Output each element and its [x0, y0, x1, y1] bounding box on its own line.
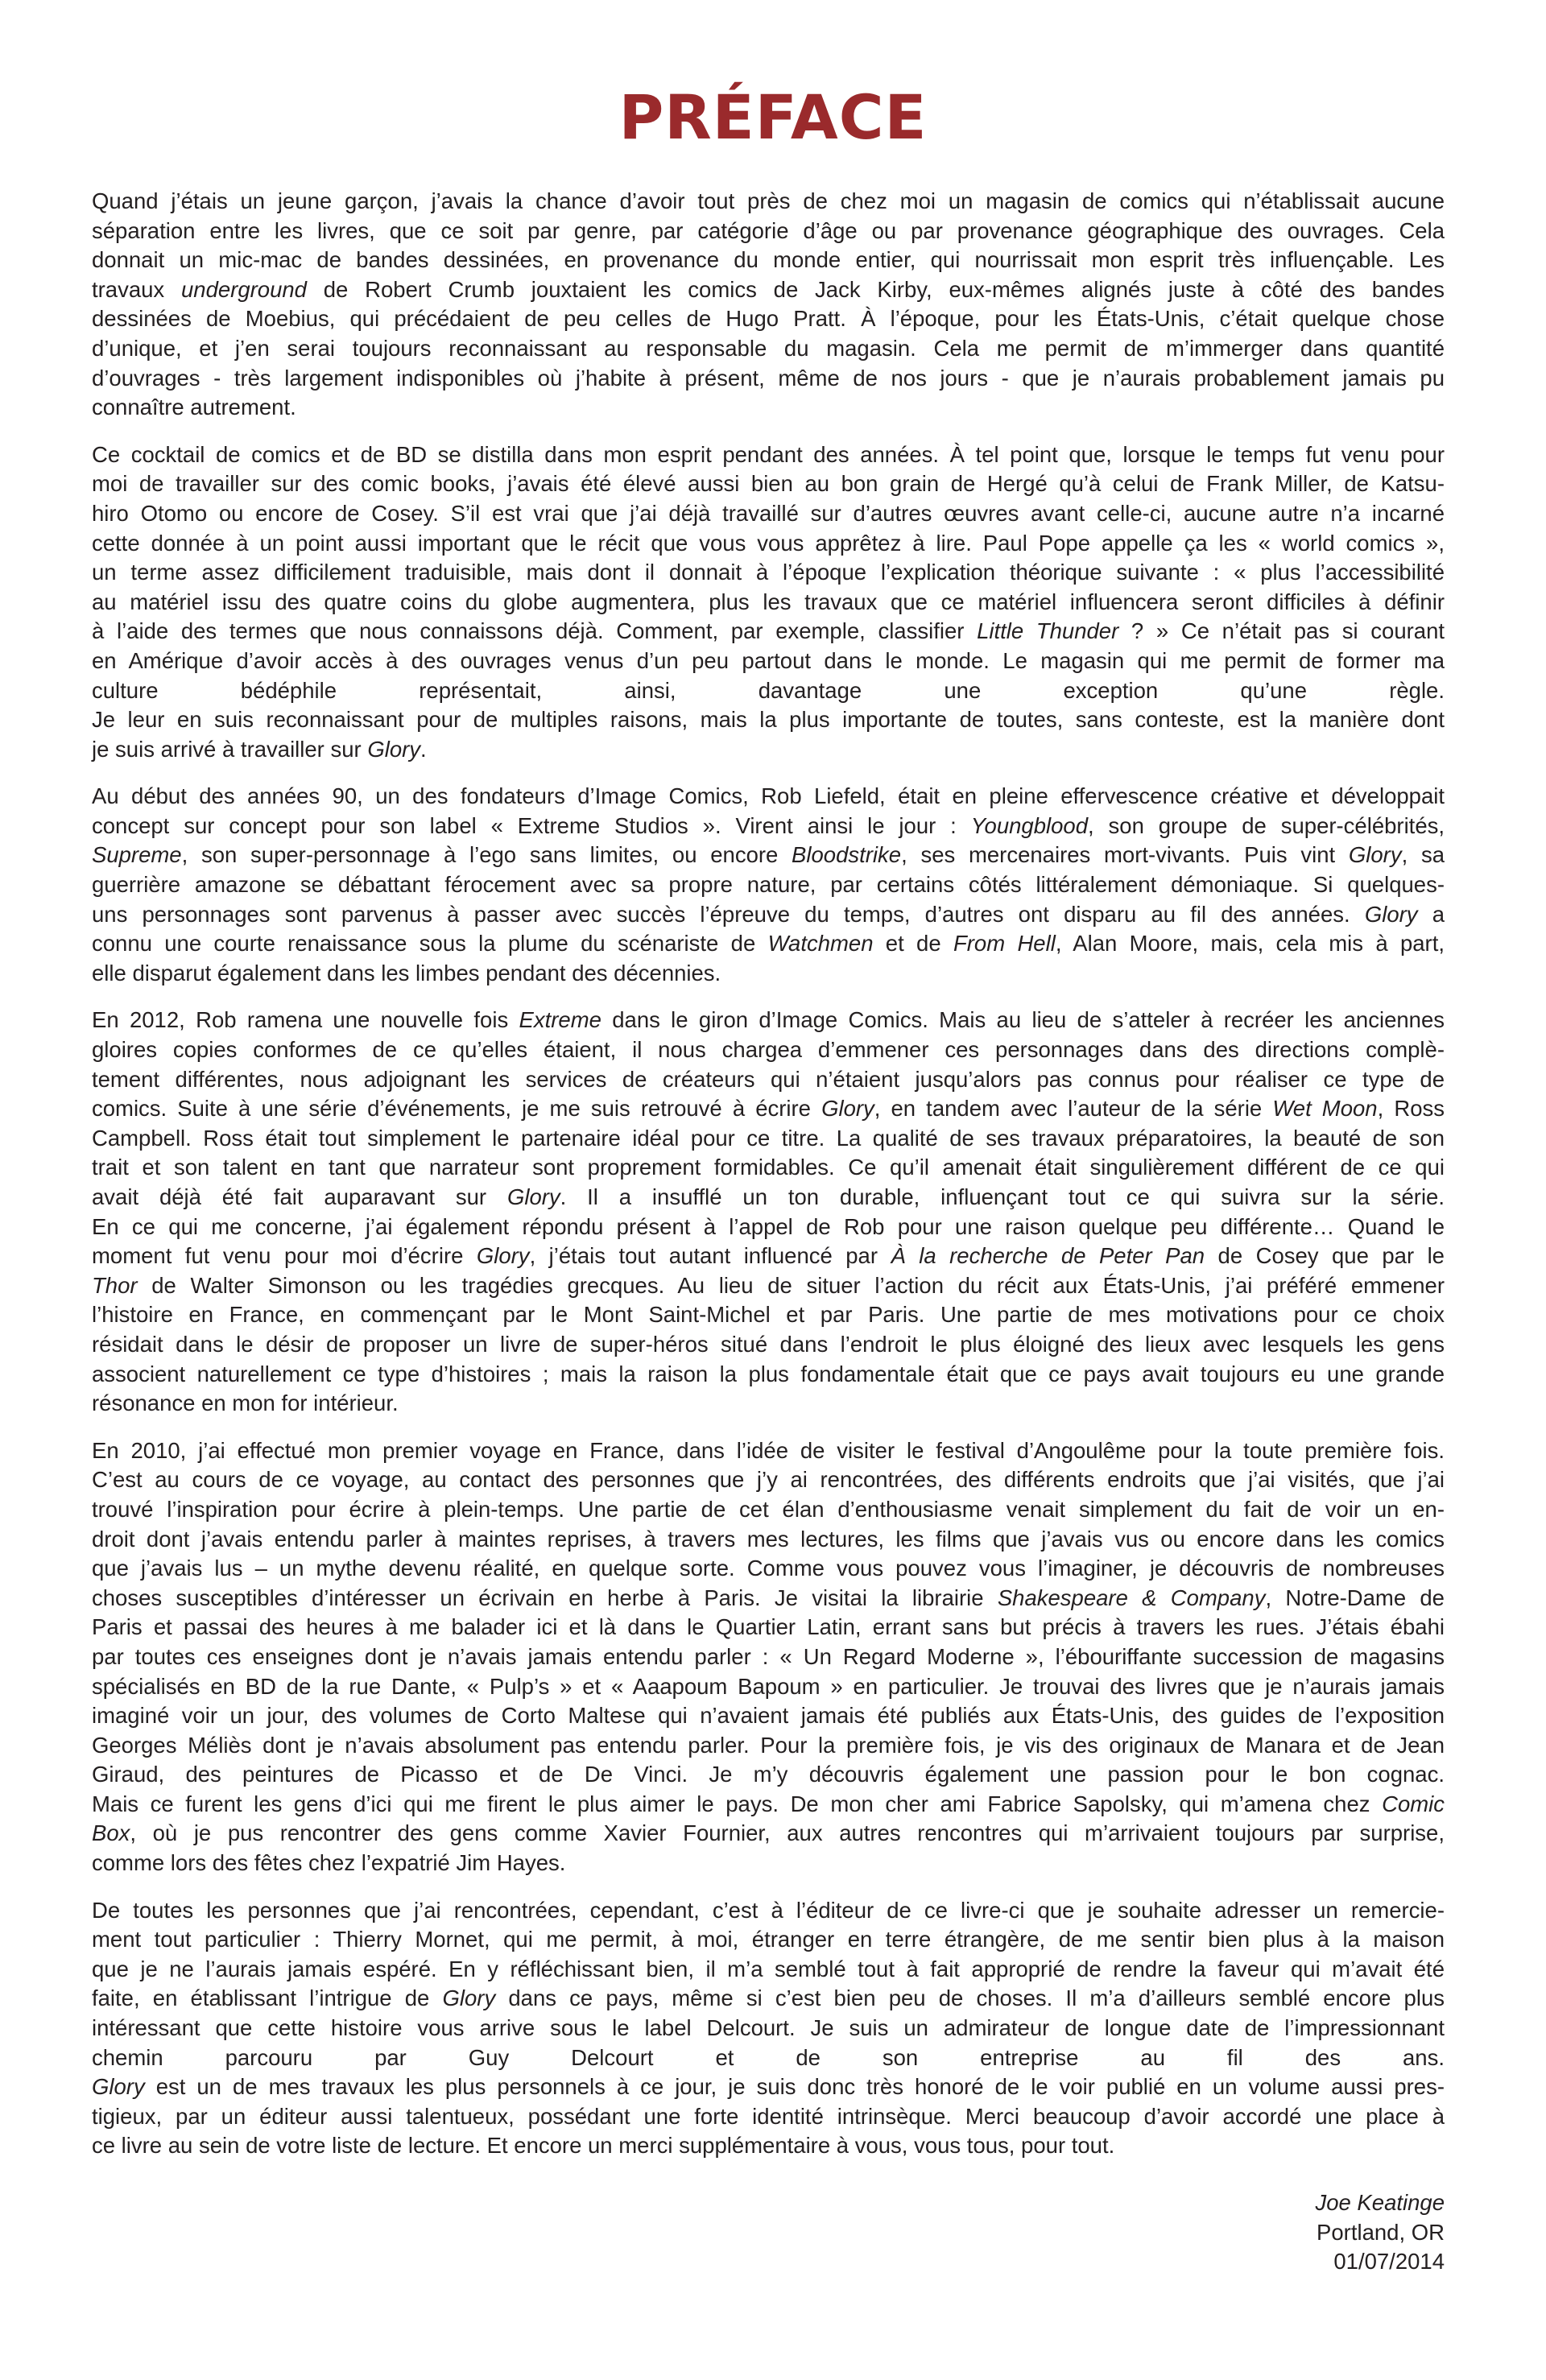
- italic-title: Glory: [1364, 901, 1418, 927]
- paragraph: [92, 187, 1445, 423]
- author-place: Portland, OR: [1317, 2219, 1445, 2245]
- text-line: guerrière amazone se débattant férocement avec sa propre nature, par certains côtés littéralement démoniaque. Si quelques-: [92, 872, 1445, 898]
- text-line: faite, en établissant l’intrigue de Glory dans ce pays, même si c’est bien peu de choses. Il m’a d’ailleurs semblé encore plus: [92, 1985, 1445, 2011]
- italic-title: Wet Moon: [1272, 1096, 1378, 1122]
- text-line: que je ne l’aurais jamais espéré. En y réfléchissant bien, il m’a semblé tout à fait approprié de rendre la faveur qui m’avait été: [92, 1956, 1445, 1981]
- text-line: De toutes les personnes que j’ai rencontrées, cependant, c’est à l’éditeur de ce livre-ci que je souhaite adresser un remercie-: [92, 1897, 1445, 1923]
- italic-title: Glory: [442, 1985, 496, 2011]
- text-line: moment fut venu pour moi d’écrire Glory, j’étais tout autant influencé par À la recherche de Peter Pan de Cosey que par le: [92, 1243, 1445, 1269]
- italic-title: Glory: [476, 1243, 530, 1269]
- italic-title: Extreme: [519, 1007, 601, 1033]
- text-line: ce livre au sein de votre liste de lecture. Et encore un merci supplémentaire à vous, vous tous, pour tout.: [92, 2133, 1115, 2159]
- italic-title: Glory: [506, 1184, 560, 1209]
- italic-title: Watchmen: [767, 931, 874, 957]
- text-line: Campbell. Ross était tout simplement le partenaire idéal pour ce titre. La qualité de ses travaux préparatoires, la beauté de son: [92, 1125, 1445, 1151]
- text-line: Supreme, son super-personnage à l’ego sans limites, ou encore Bloodstrike, ses mercenaires mort-vivants. Puis vint Glory, sa: [92, 842, 1445, 868]
- author-name: Joe Keatinge: [1315, 2190, 1445, 2215]
- italic-title: Glory: [821, 1096, 874, 1122]
- text-line: que j’avais lus – un mythe devenu réalité, en quelque sorte. Comme vous pouvez vous l’imaginer, je découvris de nombreuses: [92, 1556, 1445, 1581]
- preface-body: [92, 187, 1445, 2179]
- text-line: Paris et passai des heures à me balader ici et là dans le Quartier Latin, errant sans but précis à travers les rues. J’étais ébahi: [92, 1614, 1445, 1640]
- text-line: droit dont j’avais entendu parler à maintes reprises, à travers mes lectures, les films que j’avais vus ou encore dans les comics: [92, 1526, 1445, 1552]
- text-line: résidait dans le désir de proposer un livre de super-héros situé dans l’endroit le plus éloigné des lieux avec lesquels les gens: [92, 1331, 1445, 1357]
- text-line: gloires copies conformes de ce qu’elles étaient, il nous chargea d’emmener ces personnages dans des directions complè-: [92, 1037, 1445, 1063]
- text-line: Glory est un de mes travaux les plus personnels à ce jour, je suis donc très honoré de le voir publié en un volume aussi pres-: [92, 2074, 1445, 2100]
- text-line: un terme assez difficilement traduisible, mais dont il donnait à l’époque l’explication théorique suivante : « plus l’accessibilité: [92, 560, 1445, 585]
- text-line: par toutes ces enseignes dont je n’avais jamais entendu parler : « Un Regard Moderne », l’ébouriffante succession de magasins: [92, 1643, 1445, 1669]
- italic-title: Supreme: [92, 842, 182, 868]
- text-line: intéressant que cette histoire vous arrive sous le label Delcourt. Je suis un admirateur de longue date de l’impressionnant: [92, 2015, 1445, 2041]
- text-line: choses susceptibles d’intéresser un écrivain en herbe à Paris. Je visitai la librairie Shakespeare & Company, Notre-Dame de: [92, 1585, 1445, 1610]
- text-line: résonance en mon for intérieur.: [92, 1390, 399, 1416]
- italic-title: Youngblood: [970, 812, 1088, 838]
- italic-title: Box: [92, 1820, 130, 1846]
- paragraph: [92, 782, 1445, 988]
- text-line: trouvé l’inspiration pour écrire à plein-temps. Une partie de cet élan d’enthousiasme venait simplement du fait de voir un en-: [92, 1496, 1445, 1522]
- text-line: à l’aide des termes que nous connaissons déjà. Comment, par exemple, classifier Little Thunder ? » Ce n’était pas si courant: [92, 618, 1445, 644]
- text-line: tigieux, par un éditeur aussi talentueux, possédant une forte identité intrinsèque. Merci beaucoup d’avoir accordé une place à: [92, 2103, 1445, 2129]
- text-line: en Amérique d’avoir accès à des ouvrages venus d’un peu partout dans le monde. Le magasin qui me permit de former ma: [92, 647, 1445, 673]
- italic-title: Glory: [92, 2074, 145, 2100]
- text-line: culture bédéphile représentait, ainsi, davantage une exception qu’une règle.: [92, 677, 1445, 703]
- text-line: Giraud, des peintures de Picasso et de De Vinci. Je m’y découvris également une passion pour le bon cognac.: [92, 1762, 1445, 1787]
- text-line: ment tout particulier : Thierry Mornet, qui me permit, à moi, étranger en terre étrangère, de me sentir bien plus à la maison: [92, 1927, 1445, 1952]
- text-line: Box, où je pus rencontrer des gens comme Xavier Fournier, aux autres rencontres qui m’arrivaient toujours par surprise,: [92, 1820, 1445, 1846]
- signature-block: [1315, 2188, 1445, 2277]
- signature-date: 01/07/2014: [1333, 2249, 1445, 2275]
- text-line: Georges Méliès dont je n’avais absolument pas entendu parler. Pour la première fois, je vis des originaux de Manara et de Jean: [92, 1732, 1445, 1758]
- text-line: Thor de Walter Simonson ou les tragédies grecques. Au lieu de situer l’action du récit aux États-Unis, j’ai préféré emmener: [92, 1272, 1445, 1298]
- text-line: tement différentes, nous adjoignant les services de créateurs qui n’étaient jusqu’alors pas connus pour réaliser ce type de: [92, 1066, 1445, 1092]
- text-line: elle disparut également dans les limbes pendant des décennies.: [92, 960, 721, 985]
- text-line: associent naturellement ce type d’histoires ; mais la raison la plus fondamentale était que ce pays avait toujours eu une grande: [92, 1361, 1445, 1386]
- text-line: Ce cocktail de comics et de BD se distilla dans mon esprit pendant des années. À tel point que, lorsque le temps fut venu pour: [92, 441, 1445, 467]
- italic-title: À la recherche de Peter Pan: [891, 1243, 1205, 1269]
- text-line: C’est au cours de ce voyage, au contact des personnes que j’y ai rencontrées, des différents endroits que j’ai visités, que j’ai: [92, 1467, 1445, 1493]
- italic-title: Bloodstrike: [792, 842, 902, 868]
- text-line: Je leur en suis reconnaissant pour de multiples raisons, mais la plus importante de toutes, sans conteste, est la manière dont: [92, 707, 1445, 733]
- text-line: travaux underground de Robert Crumb jouxtaient les comics de Jack Kirby, eux-mêmes alignés juste à côté des bandes: [92, 276, 1445, 302]
- text-line: trait et son talent en tant que narrateur sont proprement formidables. Ce qu’il amenait était singulièrement différent de ce qui: [92, 1155, 1445, 1180]
- italic-title: Little Thunder: [977, 618, 1119, 644]
- text-line: dessinées de Moebius, qui précédaient de peu celles de Hugo Pratt. À l’époque, pour les États-Unis, c’était quelque chose: [92, 306, 1445, 332]
- text-line: je suis arrivé à travailler sur Glory.: [92, 736, 427, 762]
- text-line: chemin parcouru par Guy Delcourt et de son entreprise au fil des ans.: [92, 2044, 1445, 2070]
- text-line: Au début des années 90, un des fondateurs d’Image Comics, Rob Liefeld, était en pleine effervescence créative et développait: [92, 783, 1445, 809]
- text-line: avait déjà été fait auparavant sur Glory. Il a insufflé un ton durable, influençant tout ce qui suivra sur la série.: [92, 1184, 1445, 1209]
- paragraph: [92, 1436, 1445, 1878]
- text-line: spécialisés en BD de la rue Dante, « Pulp’s » et « Aaapoum Bapoum » en particulier. Je trouvai des livres que je n’aurais jamais: [92, 1673, 1445, 1699]
- text-line: donnait un mic-mac de bandes dessinées, en provenance du monde entier, qui nourrissait mon esprit très influençable. Les: [92, 247, 1445, 273]
- text-line: En 2012, Rob ramena une nouvelle fois Extreme dans le giron d’Image Comics. Mais au lieu de s’atteler à recréer les anciennes: [92, 1007, 1445, 1033]
- text-line: imaginé voir un jour, des volumes de Corto Maltese qui n’avaient jamais été publiés aux États-Unis, des guides de l’exposition: [92, 1703, 1445, 1729]
- text-line: d’unique, et j’en serai toujours reconnaissant au responsable du magasin. Cela me permit de m’immerger dans quantité: [92, 335, 1445, 361]
- paragraph: [92, 1896, 1445, 2161]
- italic-title: Glory: [367, 736, 421, 762]
- text-line: l’histoire en France, en commençant par le Mont Saint-Michel et par Paris. Une partie de mes motivations pour ce choix: [92, 1302, 1445, 1328]
- italic-title: Shakespeare & Company: [997, 1585, 1266, 1610]
- italic-title: underground: [180, 276, 307, 302]
- italic-title: From Hell: [953, 931, 1056, 957]
- text-line: connaître autrement.: [92, 395, 296, 420]
- text-line: au matériel issu des quatre coins du globe augmentera, plus les travaux que ce matériel influencera seront difficiles à définir: [92, 589, 1445, 614]
- italic-title: Comic: [1382, 1791, 1445, 1816]
- text-line: En ce qui me concerne, j’ai également répondu présent à l’appel de Rob pour une raison quelque peu différente… Quand le: [92, 1213, 1445, 1239]
- text-line: En 2010, j’ai effectué mon premier voyage en France, dans l’idée de visiter le festival d’Angoulême pour la toute première fois.: [92, 1437, 1445, 1463]
- text-line: moi de travailler sur des comic books, j’avais été élevé aussi bien au bon grain de Hergé qu’à celui de Frank Miller, de Katsu-: [92, 471, 1445, 497]
- text-line: comme lors des fêtes chez l’expatrié Jim Hayes.: [92, 1850, 566, 1876]
- text-line: uns personnages sont parvenus à passer avec succès l’épreuve du temps, d’autres ont disparu au fil des années. Glory a: [92, 901, 1445, 927]
- italic-title: Glory: [1348, 842, 1402, 868]
- text-line: connu une courte renaissance sous la plume du scénariste de Watchmen et de From Hell, Alan Moore, mais, cela mis à part,: [92, 931, 1445, 957]
- text-line: cette donnée à un point aussi important que le récit que vous vous apprêtez à lire. Paul Pope appelle ça les « world comics »,: [92, 530, 1445, 556]
- text-line: concept sur concept pour son label « Extreme Studios ». Virent ainsi le jour : Youngblood, son groupe de super-célébrités,: [92, 812, 1445, 838]
- text-line: Quand j’étais un jeune garçon, j’avais la chance d’avoir tout près de chez moi un magasin de comics qui n’établissait aucune: [92, 188, 1445, 213]
- text-line: Mais ce furent les gens d’ici qui me firent le plus aimer le pays. De mon cher ami Fabrice Sapolsky, qui m’amena chez Comic: [92, 1791, 1445, 1816]
- paragraph: [92, 1006, 1445, 1418]
- paragraph: [92, 440, 1445, 765]
- italic-title: Thor: [92, 1272, 138, 1298]
- page-title: PRÉFACE: [618, 81, 928, 153]
- text-line: hiro Otomo ou encore de Cosey. S’il est vrai que j’ai déjà travaillé sur d’autres œuvres avant celle-ci, aucune autre n’a incarné: [92, 500, 1445, 526]
- text-line: séparation entre les livres, que ce soit par genre, par catégorie d’âge ou par provenance géographique des ouvrages. Cela: [92, 217, 1445, 243]
- text-line: d’ouvrages - très largement indisponibles où j’habite à présent, même de nos jours - que je n’aurais probablement jamais pu: [92, 365, 1445, 390]
- text-line: comics. Suite à une série d’événements, je me suis retrouvé à écrire Glory, en tandem avec l’auteur de la série Wet Moon, Ross: [92, 1096, 1445, 1122]
